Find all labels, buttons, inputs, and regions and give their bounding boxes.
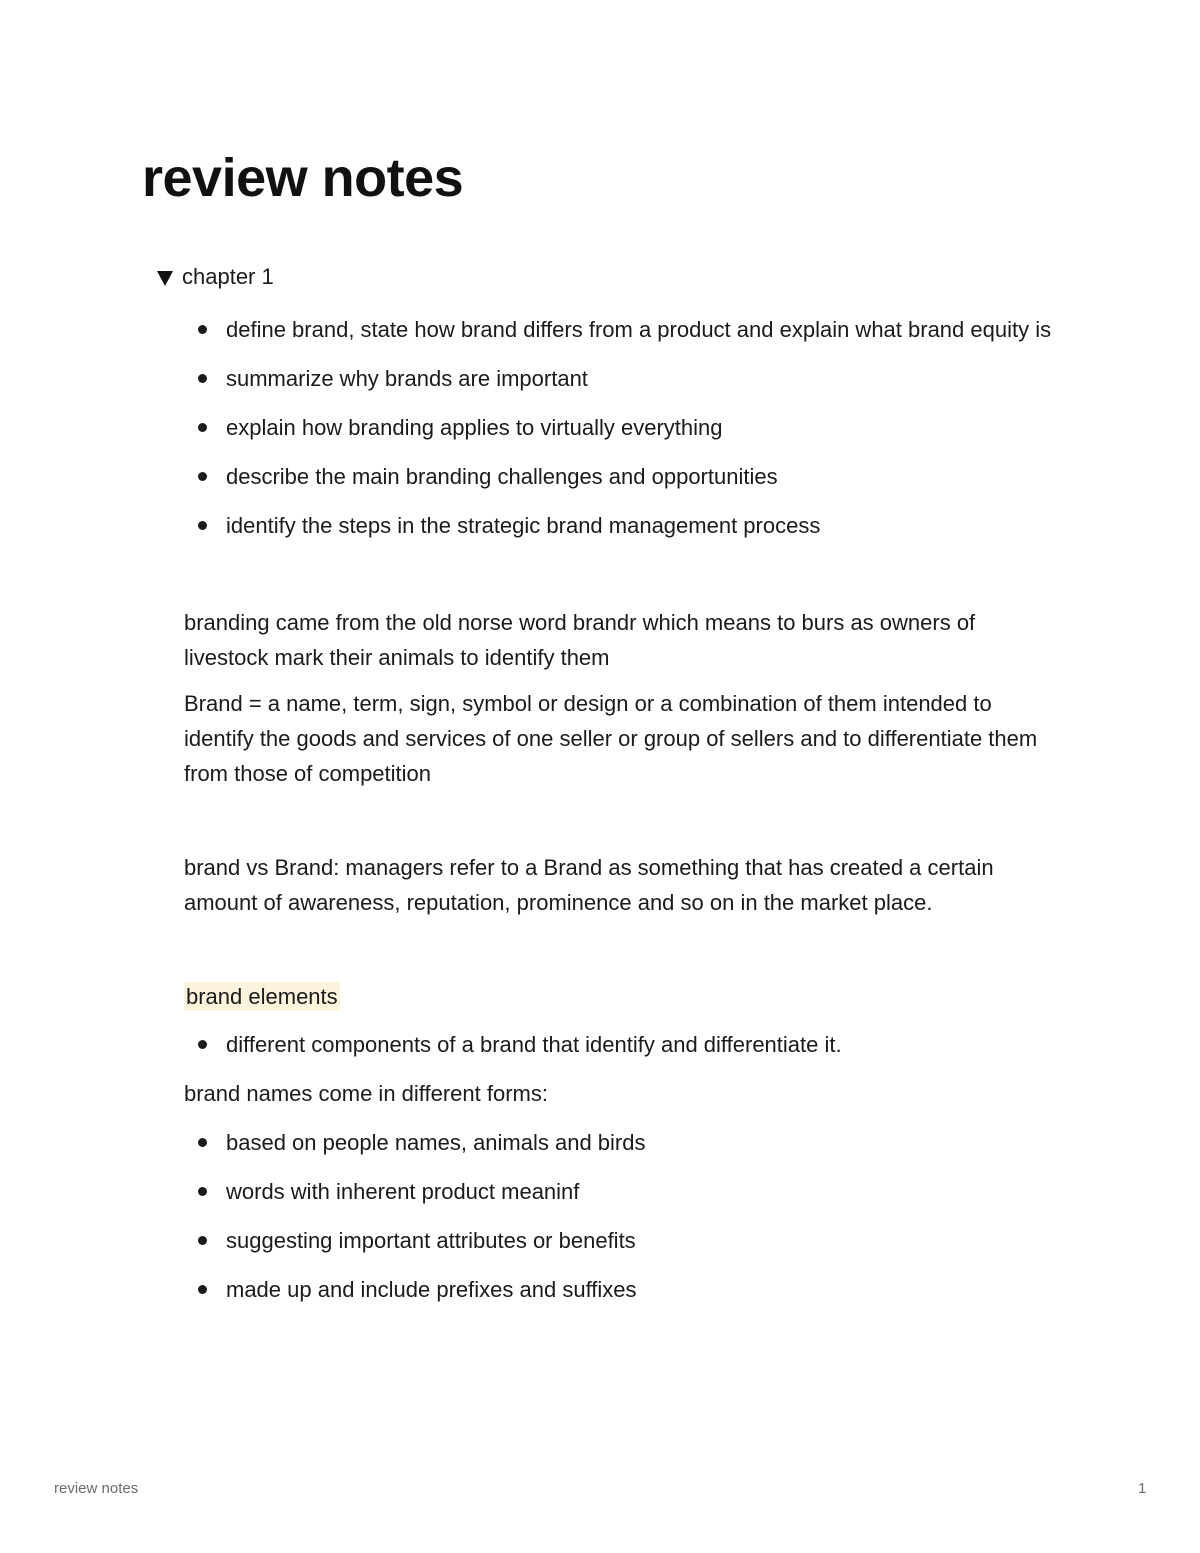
bullet-icon bbox=[198, 374, 207, 383]
page-title: review notes bbox=[142, 148, 464, 208]
bullet-icon bbox=[198, 1187, 207, 1196]
list-item bbox=[184, 361, 1064, 396]
toggle-label: chapter 1 bbox=[182, 264, 274, 289]
bullet-icon bbox=[198, 1040, 207, 1049]
list-item bbox=[184, 459, 1064, 494]
bullet-icon bbox=[198, 1138, 207, 1147]
list-item-text: words with inherent product meaninf bbox=[226, 1179, 580, 1204]
triangle-down-icon[interactable] bbox=[157, 271, 173, 286]
bullet-icon bbox=[198, 423, 207, 432]
list-item bbox=[184, 1027, 1064, 1062]
brand-elements-list bbox=[184, 1027, 1064, 1062]
bullet-icon bbox=[198, 521, 207, 530]
list-item-text: different components of a brand that identify and differentiate it. bbox=[226, 1032, 842, 1057]
list-item bbox=[184, 1125, 1064, 1160]
list-item bbox=[184, 1272, 1064, 1307]
list-item-text: summarize why brands are important bbox=[226, 366, 588, 391]
list-item bbox=[184, 1223, 1064, 1258]
branding-origin-paragraph: branding came from the old norse word brandr which means to burs as owners of livestock mark their animals to identify them bbox=[184, 610, 976, 670]
list-item bbox=[184, 312, 1064, 347]
chapter-1-objectives-list bbox=[184, 312, 1064, 543]
list-item bbox=[184, 1174, 1064, 1209]
brand-elements-highlight: brand elements bbox=[186, 984, 338, 1009]
footer-page-number: 1 bbox=[1138, 1480, 1147, 1497]
footer-document-name: review notes bbox=[54, 1480, 139, 1497]
bullet-icon bbox=[198, 325, 207, 334]
toggle-chapter-1[interactable] bbox=[157, 262, 274, 292]
list-item-text: suggesting important attributes or benefits bbox=[226, 1228, 636, 1253]
bullet-icon bbox=[198, 1236, 207, 1245]
list-item-text: based on people names, animals and birds bbox=[226, 1130, 646, 1155]
list-item-text: identify the steps in the strategic brand management process bbox=[226, 513, 821, 538]
brand-definition-paragraph: Brand = a name, term, sign, symbol or design or a combination of them intended to identify the goods and services of one seller or group of sellers and to differentiate them from those of competition bbox=[184, 691, 1038, 786]
bullet-icon bbox=[198, 1285, 207, 1294]
bullet-icon bbox=[198, 472, 207, 481]
list-item bbox=[184, 508, 1064, 543]
brand-names-intro: brand names come in different forms: bbox=[184, 1081, 548, 1106]
list-item bbox=[184, 410, 1064, 445]
list-item-text: made up and include prefixes and suffixes bbox=[226, 1277, 637, 1302]
brand-names-list bbox=[184, 1125, 1064, 1307]
list-item-text: define brand, state how brand differs from a product and explain what brand equity is bbox=[226, 317, 1052, 342]
list-item-text: explain how branding applies to virtually everything bbox=[226, 415, 723, 440]
page-content bbox=[184, 312, 1064, 1321]
brand-vs-paragraph: brand vs Brand: managers refer to a Brand as something that has created a certain amount of awareness, reputation, prominence and so on in the market place. bbox=[184, 855, 994, 915]
brand-elements-heading-line bbox=[184, 979, 1064, 1014]
list-item-text: describe the main branding challenges and opportunities bbox=[226, 464, 778, 489]
